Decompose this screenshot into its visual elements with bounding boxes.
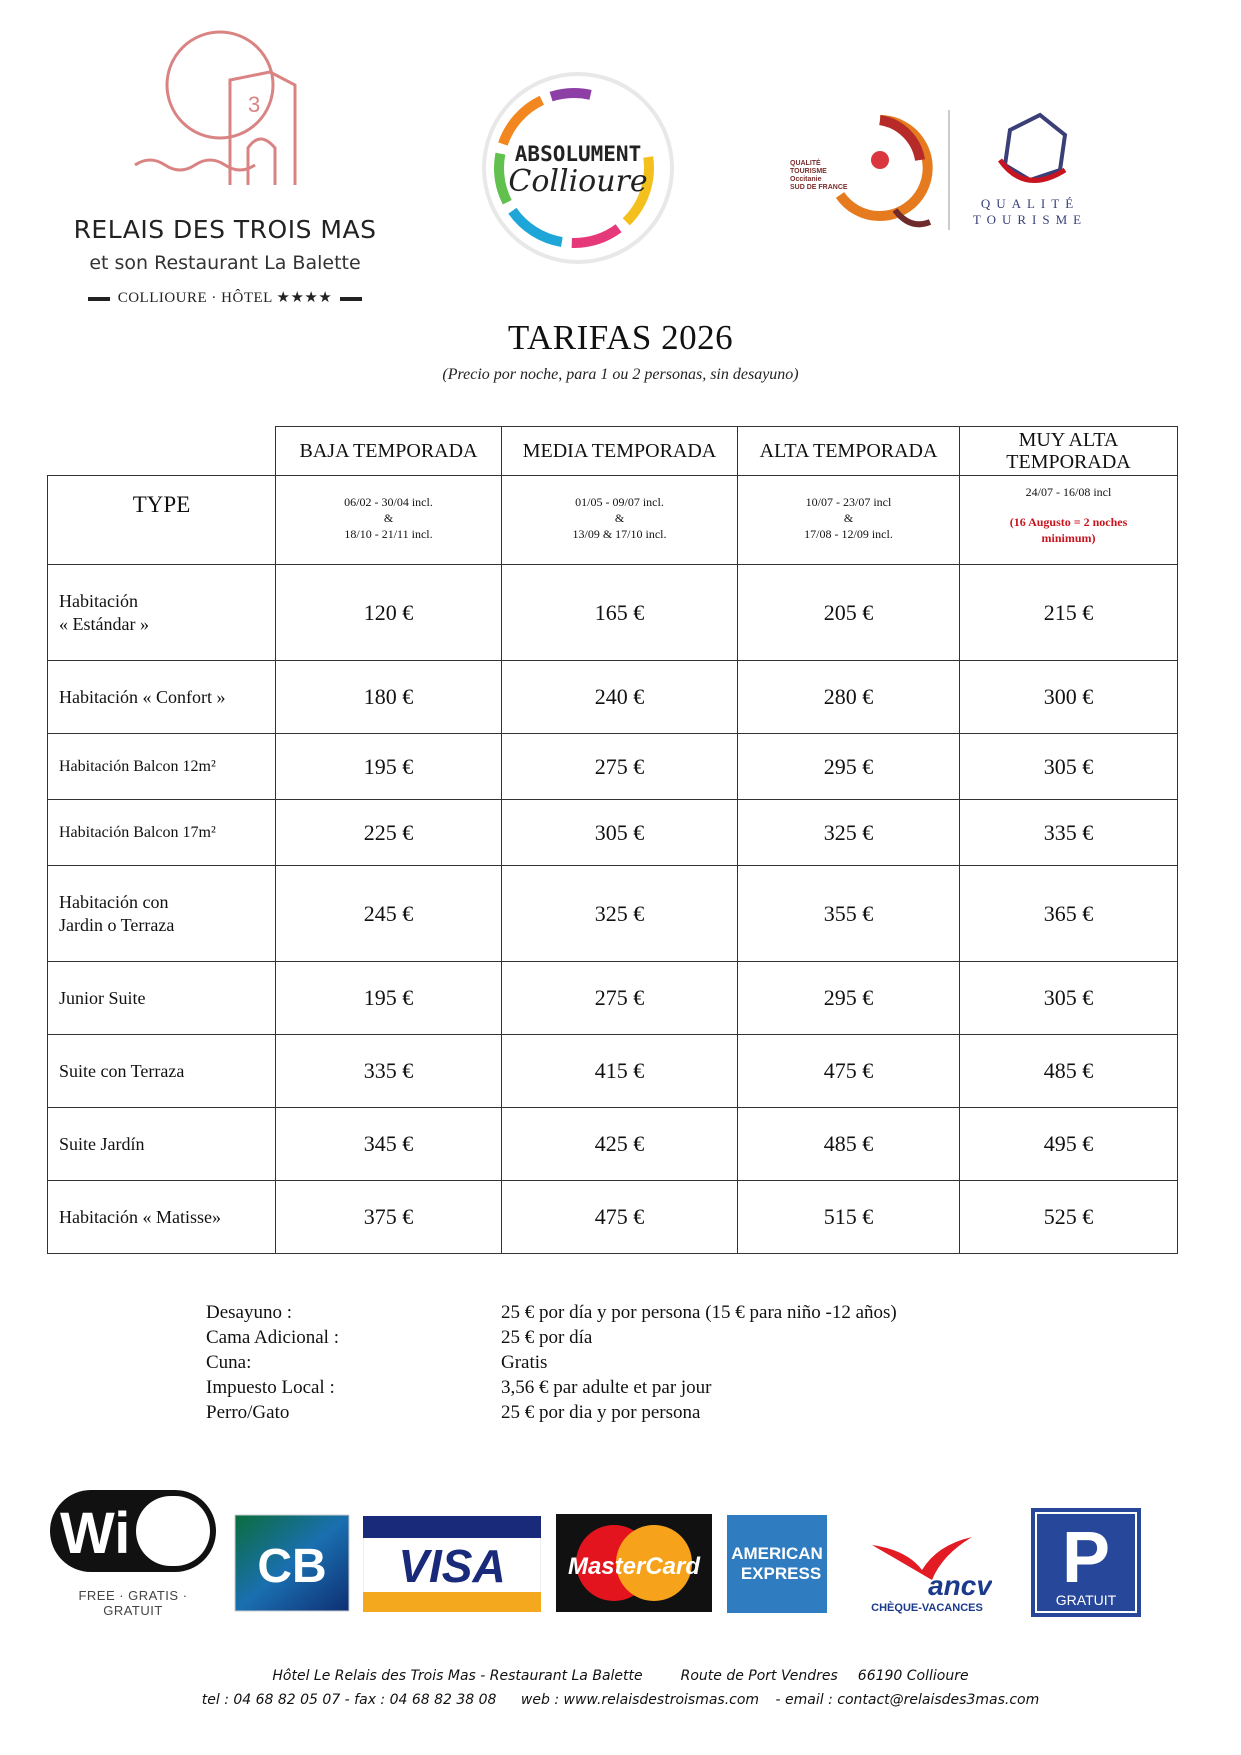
room-price: 475 € — [738, 1035, 960, 1108]
hotel-location: COLLIOURE · HÔTEL ★★★★ — [60, 288, 390, 307]
parking-icon — [1031, 1508, 1141, 1617]
svg-text:ancv: ancv — [928, 1570, 992, 1601]
extras-list — [206, 1300, 897, 1425]
room-price: 165 € — [502, 565, 738, 661]
room-price: 355 € — [738, 866, 960, 962]
collioure-logo-line1: ABSOLUMENT — [514, 142, 642, 166]
room-price: 325 € — [738, 800, 960, 866]
room-price: 415 € — [502, 1035, 738, 1108]
room-price: 485 € — [960, 1035, 1178, 1108]
room-price: 195 € — [276, 962, 502, 1035]
extras-row: Impuesto Local : 3,56 € par adulte et par jour — [206, 1377, 712, 1398]
room-price: 295 € — [738, 734, 960, 800]
room-price: 325 € — [502, 866, 738, 962]
svg-text:P: P — [1061, 1518, 1111, 1598]
rates-table — [47, 426, 1178, 1254]
extras-row: Cuna: Gratis — [206, 1352, 548, 1373]
room-price: 305 € — [960, 734, 1178, 800]
room-price: 335 € — [960, 800, 1178, 866]
qualite-tourisme-logos — [780, 100, 1120, 240]
type-header: TYPE — [48, 476, 276, 565]
blank-corner — [48, 427, 276, 476]
room-price: 300 € — [960, 661, 1178, 734]
room-price: 275 € — [502, 734, 738, 800]
hotel-mark-icon — [130, 30, 330, 210]
page-title: TARIFAS 2026 — [507, 318, 734, 357]
room-type: Habitación « Confort » — [48, 661, 276, 734]
hotel-name: RELAIS DES TROIS MAS — [73, 215, 377, 244]
room-price: 525 € — [960, 1181, 1178, 1254]
page-subtitle: (Precio por noche, para 1 ou 2 personas, sin desayuno) — [442, 366, 799, 383]
season-dates: 06/02 - 30/04 incl. & 18/10 - 21/11 incl. — [276, 476, 502, 565]
room-type: Habitación Balcon 17m² — [48, 800, 276, 866]
room-price: 485 € — [738, 1108, 960, 1181]
room-price: 305 € — [960, 962, 1178, 1035]
room-row — [48, 866, 1178, 962]
room-row — [48, 734, 1178, 800]
qualite-tourisme-text: QUALITÉ TOURISME — [972, 196, 1088, 227]
svg-text:Wi Fi: Wi Fi — [60, 1501, 199, 1566]
hotel-subtitle: et son Restaurant La Balette — [89, 252, 361, 274]
season-dates: 01/05 - 09/07 incl. & 13/09 & 17/10 incl. — [502, 476, 738, 565]
room-price: 245 € — [276, 866, 502, 962]
room-price: 495 € — [960, 1108, 1178, 1181]
room-row — [48, 1181, 1178, 1254]
svg-text:VISA: VISA — [398, 1540, 506, 1592]
room-row — [48, 565, 1178, 661]
room-type: Suite con Terraza — [48, 1035, 276, 1108]
svg-text:CB: CB — [257, 1540, 327, 1593]
ancv-cheque-vacances-icon — [862, 1525, 992, 1615]
qualite-occitanie-text: QUALITÉ TOURISME Occitanie SUD DE FRANCE — [790, 160, 848, 191]
room-row — [48, 1035, 1178, 1108]
season-header: BAJA TEMPORADA — [276, 427, 502, 476]
wifi-logo — [48, 1470, 218, 1618]
room-price: 345 € — [276, 1108, 502, 1181]
room-type: Habitación con Jardin o Terraza — [48, 866, 276, 962]
season-header: MUY ALTA TEMPORADA — [960, 427, 1178, 476]
mastercard-icon — [556, 1514, 712, 1612]
room-price: 295 € — [738, 962, 960, 1035]
room-price: 205 € — [738, 565, 960, 661]
season-note: (16 Augusto = 2 noches minimum) — [1009, 515, 1128, 545]
room-type: Habitación Balcon 12m² — [48, 734, 276, 800]
cb-card-icon — [234, 1514, 350, 1612]
room-price: 365 € — [960, 866, 1178, 962]
room-type: Habitación « Matisse» — [48, 1181, 276, 1254]
extras-row: Perro/Gato 25 € por dia y por persona — [206, 1402, 701, 1423]
room-type: Suite Jardín — [48, 1108, 276, 1181]
room-price: 305 € — [502, 800, 738, 866]
room-price: 240 € — [502, 661, 738, 734]
season-dates: 24/07 - 16/08 incl (16 Augusto = 2 noches minimum) — [960, 476, 1178, 565]
svg-text:GRATUIT: GRATUIT — [1055, 1592, 1117, 1608]
room-type: Habitación « Estándar » — [48, 565, 276, 661]
collioure-logo-line2: Collioure — [508, 164, 648, 199]
hotel-logo — [60, 30, 390, 320]
email-link[interactable]: - email : contact@relaisdes3mas.com — [775, 1692, 1040, 1708]
qualite-tourisme-icon — [970, 110, 1100, 210]
footer-contact: tel : 04 68 82 05 07 - fax : 04 68 82 38 08 web : www.relaisdestroismas.com - email : contact@relaisdes3mas.com — [201, 1692, 1040, 1708]
room-price: 215 € — [960, 565, 1178, 661]
room-row — [48, 1108, 1178, 1181]
room-price: 180 € — [276, 661, 502, 734]
svg-text:EXPRESS: EXPRESS — [740, 1564, 822, 1583]
footer-address: Hôtel Le Relais des Trois Mas - Restaurant La Balette Route de Port Vendres 66190 Collioure — [272, 1668, 969, 1684]
room-price: 475 € — [502, 1181, 738, 1254]
extras-row: Desayuno : 25 € por día y por persona (15 € para niño -12 años) — [206, 1302, 897, 1323]
room-price: 195 € — [276, 734, 502, 800]
website-link[interactable]: web : www.relaisdestroismas.com — [520, 1692, 760, 1708]
room-price: 375 € — [276, 1181, 502, 1254]
room-row — [48, 962, 1178, 1035]
divider — [948, 110, 950, 230]
wifi-free-text: FREE · GRATIS · GRATUIT — [78, 1588, 188, 1618]
svg-text:CHÈQUE-VACANCES: CHÈQUE-VACANCES — [871, 1602, 983, 1614]
season-dates: 10/07 - 23/07 incl & 17/08 - 12/09 incl. — [738, 476, 960, 565]
wifi-icon — [48, 1470, 218, 1585]
extras-row: Cama Adicional : 25 € por día — [206, 1327, 593, 1348]
room-price: 275 € — [502, 962, 738, 1035]
room-price: 225 € — [276, 800, 502, 866]
room-row — [48, 800, 1178, 866]
visa-card-icon — [363, 1516, 541, 1612]
season-header: MEDIA TEMPORADA — [502, 427, 738, 476]
season-header: ALTA TEMPORADA — [738, 427, 960, 476]
room-row — [48, 661, 1178, 734]
logo-number: 3 — [248, 92, 261, 117]
svg-text:MasterCard: MasterCard — [567, 1553, 701, 1580]
room-type: Junior Suite — [48, 962, 276, 1035]
svg-text:AMERICAN: AMERICAN — [731, 1544, 823, 1563]
absolument-collioure-logo — [478, 70, 678, 266]
american-express-icon — [727, 1515, 827, 1613]
room-price: 335 € — [276, 1035, 502, 1108]
room-price: 120 € — [276, 565, 502, 661]
room-price: 425 € — [502, 1108, 738, 1181]
room-price: 515 € — [738, 1181, 960, 1254]
room-price: 280 € — [738, 661, 960, 734]
